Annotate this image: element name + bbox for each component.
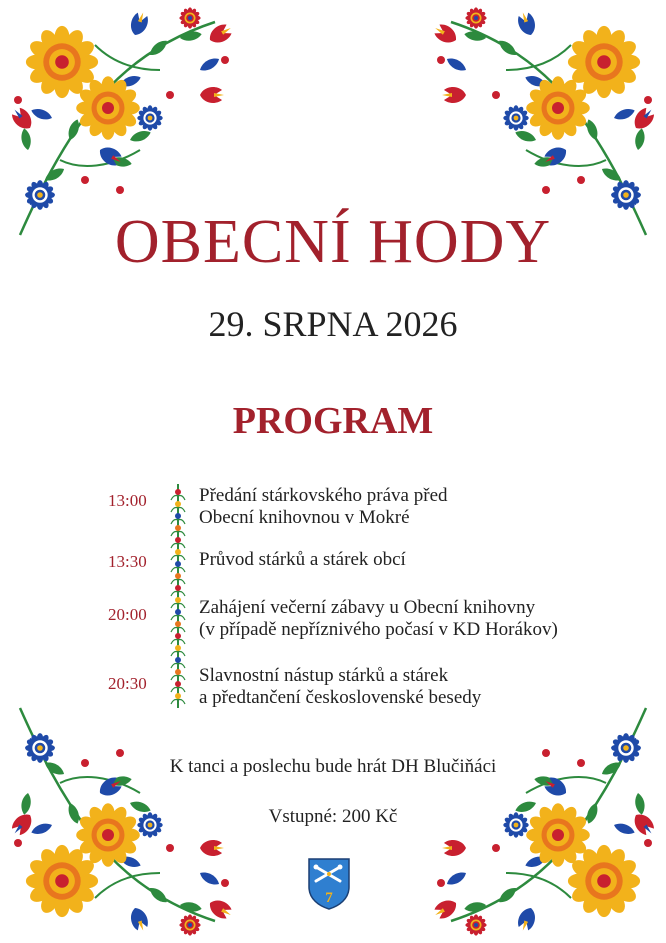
- program-desc-line1: Předání stárkovského práva před: [199, 485, 448, 506]
- program-desc-line1: Průvod stárků a stárek obcí: [199, 549, 406, 570]
- program-desc-line2: Obecní knihovnou v Mokré: [199, 507, 410, 528]
- program-time: 20:30: [108, 674, 147, 693]
- program-desc-line2: (v případě nepříznivého počasí v KD Horákov): [199, 619, 558, 640]
- coat-of-arms-icon: [307, 857, 351, 911]
- program-desc-line1: Slavnostní nástup stárků a stárek: [199, 665, 449, 686]
- event-title: OBECNÍ HODY: [114, 208, 552, 276]
- event-date: 29. SRPNA 2026: [208, 304, 458, 344]
- program-time: 20:00: [108, 605, 147, 624]
- program-heading: PROGRAM: [232, 400, 434, 442]
- program-time: 13:30: [108, 552, 147, 571]
- admission-note: Vstupné: 200 Kč: [268, 806, 398, 827]
- program-desc-line2: a předtančení československé besedy: [199, 687, 482, 708]
- program-desc-line1: Zahájení večerní zábavy u Obecní knihovny: [199, 597, 536, 618]
- timeline-vine-icon: [170, 484, 186, 708]
- program-time: 13:00: [108, 491, 147, 510]
- emblem-number: 7: [325, 890, 333, 906]
- music-note: K tanci a poslechu bude hrát DH Blučiňáci: [169, 756, 497, 777]
